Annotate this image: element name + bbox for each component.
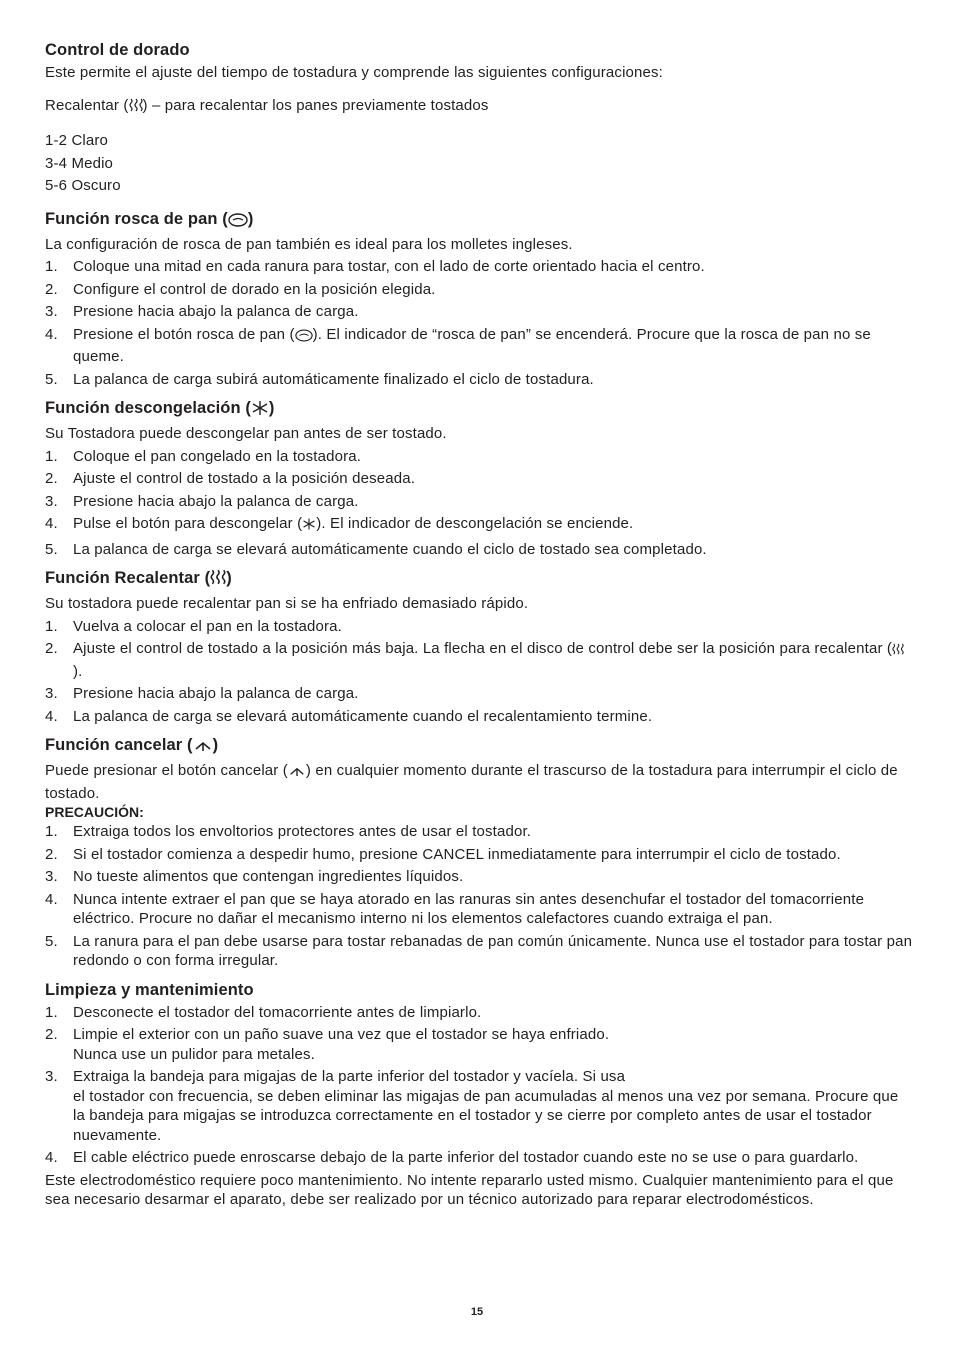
browning-level-medium: 3-4 Medio bbox=[45, 154, 114, 172]
cleaning-outro: Este electrodoméstico requiere poco mantenimiento. No intente repararlo usted mismo. Cualquier mantenimiento para el que sea necesario desarmar el aparato, debe ser realizado por un técnico autorizado para reparar electrodomésticos. bbox=[45, 1171, 894, 1208]
browning-intro: Este permite el ajuste del tiempo de tostadura y comprende las siguientes configuraciones: bbox=[45, 64, 664, 81]
list-item: 5. La palanca de carga subirá automáticamente finalizado el ciclo de tostadura. bbox=[45, 370, 594, 388]
list-item: 1. Desconecte el tostador del tomacorriente antes de limpiarlo. bbox=[45, 1003, 482, 1021]
list-item: 1. Extraiga todos los envoltorios protectores antes de usar el tostador. bbox=[45, 823, 532, 840]
step-text: Si el tostador comienza a despedir humo, presione CANCEL inmediatamente para interrumpir el ciclo de tostado. bbox=[73, 845, 841, 863]
bagel-title-post: ) bbox=[247, 209, 254, 228]
step-text: Extraiga todos los envoltorios protectores antes de usar el tostador. bbox=[73, 823, 532, 840]
step-text: Vuelva a colocar el pan en la tostadora. bbox=[73, 617, 342, 635]
step-text-pre: Presione el botón rosca de pan ( bbox=[73, 325, 295, 343]
snowflake-icon bbox=[302, 517, 316, 537]
step-text-pre: Pulse el botón para descongelar ( bbox=[73, 515, 303, 532]
step-text: El cable eléctrico puede enroscarse debajo de la parte inferior del tostador cuando este no se use o para guardarlo. bbox=[73, 1149, 859, 1166]
list-item: 4. La palanca de carga se elevará automáticamente cuando el recalentamiento termine. bbox=[45, 707, 653, 725]
bagel-icon bbox=[228, 212, 248, 232]
list-item: 4. Nunca intente extraer el pan que se haya atorado en las ranuras sin antes desenchufar el tostador del tomacorriente eléctrico. Procure no dañar el mecanismo interno ni los elementos calefactores cuando extraiga el pan. bbox=[45, 890, 865, 927]
step-text: Nunca intente extraer el pan que se haya atorado en las ranuras sin antes desenchufar el tostador del tomacorriente eléctrico. Procure no dañar el mecanismo interno ni los elementos calefactores cuando extraiga el pan. bbox=[73, 890, 865, 927]
heading-browning-control: Control de dorado bbox=[45, 41, 190, 59]
list-item: 2. Ajuste el control de tostado a la posición deseada. bbox=[45, 470, 416, 487]
list-item: 4. Presione el botón rosca de pan ( ). El indicador de “rosca de pan” se encenderá. Procure que la rosca de pan no se queme. bbox=[45, 325, 871, 365]
list-item: 2. Configure el control de dorado en la posición elegida. bbox=[45, 280, 436, 298]
step-text-pre: Ajuste el control de tostado a la posición más baja. La flecha en el disco de control debe ser la posición para recalentar ( bbox=[73, 640, 893, 657]
step-text-line1: Limpie el exterior con un paño suave una vez que el tostador se haya enfriado. bbox=[73, 1026, 610, 1043]
list-item: 2. Limpie el exterior con un paño suave una vez que el tostador se haya enfriado. Nunca use un pulidor para metales. bbox=[45, 1026, 610, 1063]
defrost-title-pre: Función descongelación ( bbox=[45, 399, 251, 417]
step-text: Coloque el pan congelado en la tostadora. bbox=[73, 447, 362, 465]
reheat-title-post: ) bbox=[226, 569, 232, 587]
heading-reheat bbox=[45, 568, 913, 591]
cancel-icon bbox=[193, 738, 213, 758]
step-text: Configure el control de dorado en la posición elegida. bbox=[73, 280, 436, 298]
section-browning-control bbox=[45, 40, 913, 196]
list-item: 4. El cable eléctrico puede enroscarse debajo de la parte inferior del tostador cuando este no se use o para guardarlo. bbox=[45, 1149, 859, 1166]
list-item: 3. Presione hacia abajo la palanca de carga. bbox=[45, 685, 359, 702]
reheat-line-post: ) – para recalentar los panes previamente tostados bbox=[142, 96, 489, 114]
list-item: 3. Extraiga la bandeja para migajas de la parte inferior del tostador y vacíela. Si usa el tostador con frecuencia, se deben eliminar las migajas de pan acumuladas al menos una vez por semana. Procure que la bandeja para migajas se introduzca correctamente en el tostador y se cierre por completo antes de usar el tostador nuevamente. bbox=[45, 1068, 899, 1144]
cleaning-steps bbox=[45, 1003, 913, 1168]
list-item: 2. Ajuste el control de tostado a la posición más baja. La flecha en el disco de control debe ser la posición para recalentar (). bbox=[45, 639, 913, 681]
snowflake-icon bbox=[251, 400, 269, 421]
browning-reheat-line bbox=[45, 96, 913, 119]
step-text: Presione hacia abajo la palanca de carga. bbox=[73, 685, 359, 702]
list-item: 2. Si el tostador comienza a despedir humo, presione CANCEL inmediatamente para interrumpir el ciclo de tostado. bbox=[45, 845, 841, 863]
bagel-steps bbox=[45, 257, 913, 389]
reheat-icon bbox=[892, 642, 904, 662]
list-item: 1. Coloque una mitad en cada ranura para tostar, con el lado de corte orientado hacia el centro. bbox=[45, 258, 705, 275]
list-item: 5. La ranura para el pan debe usarse para tostar rebanadas de pan común únicamente. Nunca use el tostador para tostar pan redondo o con forma irregular. bbox=[45, 932, 913, 969]
heading-cancel bbox=[45, 735, 913, 758]
bagel-intro: La configuración de rosca de pan también es ideal para los molletes ingleses. bbox=[45, 235, 573, 253]
list-item: 3. No tueste alimentos que contengan ingredientes líquidos. bbox=[45, 868, 464, 885]
list-item: 1. Coloque el pan congelado en la tostadora. bbox=[45, 447, 362, 465]
cancel-title-post: ) bbox=[212, 736, 219, 754]
reheat-steps bbox=[45, 617, 913, 727]
defrost-title-post: ) bbox=[268, 399, 275, 417]
step-text-post: ). bbox=[73, 662, 83, 680]
step-text: No tueste alimentos que contengan ingredientes líquidos. bbox=[73, 868, 464, 885]
cancel-intro bbox=[45, 761, 913, 803]
section-bagel bbox=[45, 209, 913, 390]
cancel-intro-pre: Puede presionar el botón cancelar ( bbox=[45, 762, 288, 779]
defrost-steps bbox=[45, 447, 913, 560]
reheat-title-pre: Función Recalentar ( bbox=[45, 569, 211, 587]
list-item: 1. Vuelva a colocar el pan en la tostadora. bbox=[45, 617, 342, 635]
step-text-post: ). El indicador de “rosca de pan” se encenderá. Procure que la rosca de pan no se queme. bbox=[73, 325, 871, 365]
section-reheat bbox=[45, 568, 913, 726]
cancel-intro-post: ) en cualquier momento durante el trascurso de la tostadura para interrumpir el ciclo de tostado. bbox=[45, 762, 898, 802]
list-item: 3. Presione hacia abajo la palanca de carga. bbox=[45, 303, 359, 320]
step-text: Presione hacia abajo la palanca de carga. bbox=[73, 303, 359, 320]
step-text: Coloque una mitad en cada ranura para tostar, con el lado de corte orientado hacia el centro. bbox=[73, 258, 705, 275]
reheat-icon bbox=[129, 97, 143, 119]
cancel-icon bbox=[288, 764, 306, 784]
heading-bagel bbox=[45, 209, 913, 232]
heading-defrost bbox=[45, 398, 913, 421]
bagel-icon bbox=[295, 328, 313, 348]
reheat-intro: Su tostadora puede recalentar pan si se ha enfriado demasiado rápido. bbox=[45, 595, 529, 612]
step-text: La palanca de carga se elevará automáticamente cuando el ciclo de tostado sea completado. bbox=[73, 540, 707, 558]
step-text: La ranura para el pan debe usarse para tostar rebanadas de pan común únicamente. Nunca use el tostador para tostar pan redondo o con forma irregular. bbox=[73, 932, 913, 969]
step-text-line2: el tostador con frecuencia, se deben eliminar las migajas de pan acumuladas al menos una vez por semana. Procure que la bandeja para migajas se introduzca correctamente en el tostador y se cierre por completo antes de usar el tostador nuevamente. bbox=[73, 1087, 899, 1144]
step-text-post: ). El indicador de descongelación se enciende. bbox=[316, 515, 634, 532]
cancel-title-pre: Función cancelar ( bbox=[45, 736, 193, 754]
step-text: Presione hacia abajo la palanca de carga. bbox=[73, 492, 359, 510]
browning-level-dark: 5-6 Oscuro bbox=[45, 177, 121, 194]
step-text: La palanca de carga subirá automáticamente finalizado el ciclo de tostadura. bbox=[73, 370, 594, 388]
section-cancel bbox=[45, 735, 913, 971]
step-text: Ajuste el control de tostado a la posición deseada. bbox=[73, 470, 416, 487]
step-text-line1: Extraiga la bandeja para migajas de la parte inferior del tostador y vacíela. Si usa bbox=[73, 1068, 626, 1085]
heading-cleaning: Limpieza y mantenimiento bbox=[45, 980, 254, 999]
section-defrost bbox=[45, 398, 913, 559]
section-cleaning bbox=[45, 980, 913, 1210]
bagel-title-pre: Función rosca de pan ( bbox=[45, 209, 228, 228]
document-page bbox=[45, 40, 913, 1210]
list-item: 3. Presione hacia abajo la palanca de carga. bbox=[45, 492, 359, 510]
reheat-icon bbox=[210, 568, 226, 591]
reheat-line-pre: Recalentar ( bbox=[45, 96, 129, 114]
step-text: Desconecte el tostador del tomacorriente antes de limpiarlo. bbox=[73, 1003, 482, 1021]
list-item: 4. Pulse el botón para descongelar ( ). El indicador de descongelación se enciende. bbox=[45, 514, 913, 537]
page-number: 15 bbox=[470, 1306, 484, 1318]
list-item: 5. La palanca de carga se elevará automáticamente cuando el ciclo de tostado sea completado. bbox=[45, 540, 707, 558]
browning-level-light: 1-2 Claro bbox=[45, 132, 109, 149]
caution-steps bbox=[45, 822, 913, 971]
step-text: La palanca de carga se elevará automáticamente cuando el recalentamiento termine. bbox=[73, 707, 653, 725]
caution-label: PRECAUCIÓN: bbox=[45, 804, 144, 820]
defrost-intro: Su Tostadora puede descongelar pan antes de ser tostado. bbox=[45, 425, 447, 442]
step-text-line2: Nunca use un pulidor para metales. bbox=[73, 1045, 315, 1063]
